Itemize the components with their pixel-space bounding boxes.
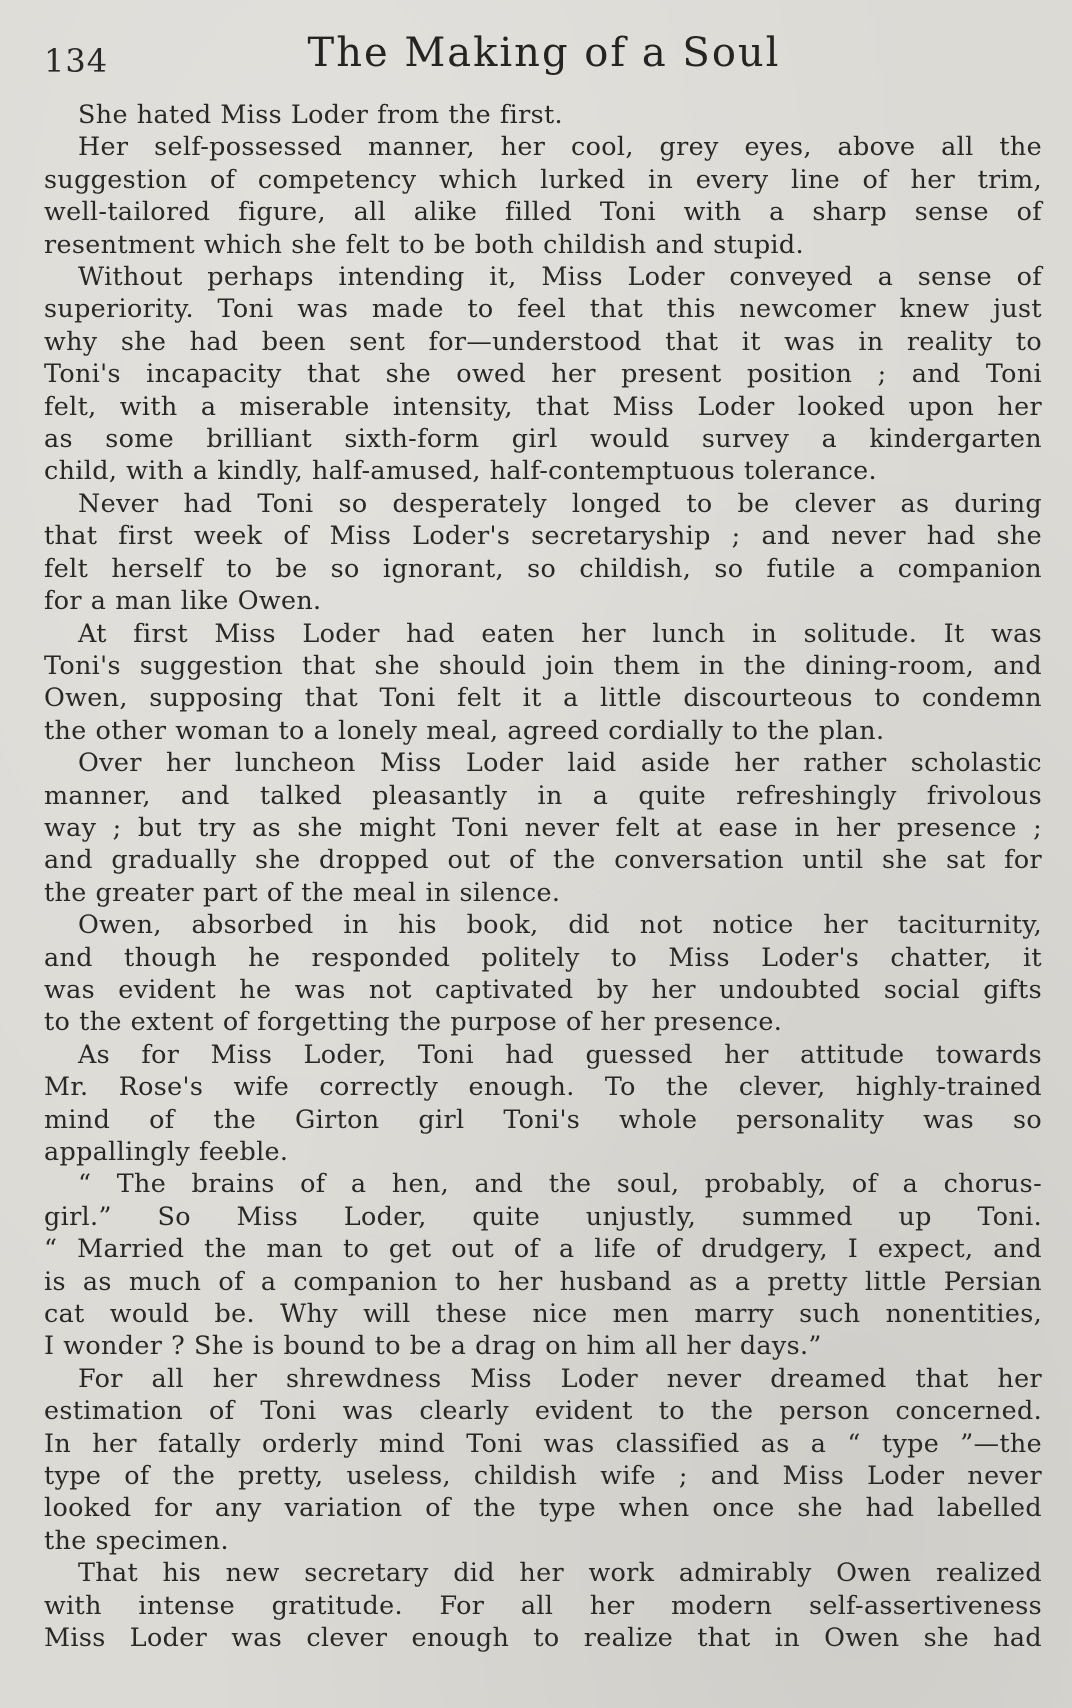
text-line: Her self-possessed manner, her cool, grey eyes, above all the [78,131,1042,162]
text-line: why she had been sent for—understood that it was in reality to [44,325,1042,356]
text-line: Never had Toni so desperately longed to be clever as during [78,487,1042,518]
running-title: The Making of a Soul [307,30,781,76]
paragraph [44,98,1042,130]
text-line: She hated Miss Loder from the first. [78,99,563,129]
text-line: superiority. Toni was made to feel that this newcomer knew just [44,293,1042,324]
text-line: I wonder ? She is bound to be a drag on him all her days.” [44,1330,822,1361]
text-line: resentment which she felt to be both childish and stupid. [44,228,804,259]
text-line: the specimen. [44,1524,229,1555]
text-line: for a man like Owen. [44,585,322,616]
paragraph [44,1362,1042,1556]
text-line: Toni's incapacity that she owed her present position ; and Toni [44,358,1042,389]
text-line: suggestion of competency which lurked in every line of her trim, [44,163,1042,194]
text-line: At first Miss Loder had eaten her lunch in solitude. It was [78,617,1042,648]
page-number: 134 [44,42,109,80]
text-line: “ Married the man to get out of a life of drudgery, I expect, and [44,1233,1042,1264]
paragraph [44,617,1042,747]
text-line: appallingly feeble. [44,1136,289,1166]
text-line: type of the pretty, useless, childish wife ; and Miss Loder never [44,1460,1042,1491]
paragraph [44,908,1042,1038]
text-line: Mr. Rose's wife correctly enough. To the clever, highly-trained [44,1071,1042,1102]
text-line: with intense gratitude. For all her modern self-assertiveness [44,1589,1042,1620]
paragraph [44,260,1042,487]
text-line: is as much of a companion to her husband as a pretty little Persian [44,1265,1042,1296]
text-line: well-tailored figure, all alike filled Toni with a sharp sense of [44,196,1042,227]
text-line: and gradually she dropped out of the conversation until she sat for [44,844,1042,875]
text-line: For all her shrewdness Miss Loder never dreamed that her [78,1362,1042,1393]
page-header [44,30,1044,90]
text-line: As for Miss Loder, Toni had guessed her attitude towards [78,1038,1042,1069]
text-line: that first week of Miss Loder's secretaryship ; and never had she [44,520,1042,551]
text-line: Miss Loder was clever enough to realize that in Owen she had [44,1622,1042,1653]
paragraph [44,1167,1042,1361]
paragraph [44,746,1042,908]
text-line: cat would be. Why will these nice men marry such nonentities, [44,1298,1042,1329]
text-line: as some brilliant sixth-form girl would survey a kindergarten [44,423,1042,454]
text-line: manner, and talked pleasantly in a quite refreshingly frivolous [44,779,1042,810]
text-line: child, with a kindly, half-amused, half-contemptuous tolerance. [44,455,877,486]
text-line: felt herself to be so ignorant, so childish, so futile a companion [44,552,1042,583]
paragraph [44,487,1042,617]
text-line: looked for any variation of the type when once she had labelled [44,1492,1042,1523]
text-line: estimation of Toni was clearly evident to the person concerned. [44,1395,1042,1426]
text-line: the greater part of the meal in silence. [44,876,561,907]
text-line: Owen, absorbed in his book, did not notice her taciturnity, [78,909,1042,940]
text-line: Over her luncheon Miss Loder laid aside her rather scholastic [78,747,1042,778]
text-line: was evident he was not captivated by her undoubted social gifts [44,973,1042,1004]
text-line: to the extent of forgetting the purpose of her presence. [44,1006,783,1037]
body-text [44,98,1042,1654]
paragraph [44,1038,1042,1168]
text-line: Without perhaps intending it, Miss Loder conveyed a sense of [78,261,1042,292]
text-line: That his new secretary did her work admirably Owen realized [78,1557,1042,1588]
text-line: “ The brains of a hen, and the soul, probably, of a chorus- [78,1168,1042,1199]
text-line: and though he responded politely to Miss Loder's chatter, it [44,941,1042,972]
text-line: Owen, supposing that Toni felt it a little discourteous to condemn [44,682,1042,713]
text-line: way ; but try as she might Toni never felt at ease in her presence ; [44,811,1042,842]
text-line: felt, with a miserable intensity, that Miss Loder looked upon her [44,390,1042,421]
paragraph [44,1556,1042,1653]
text-line: mind of the Girton girl Toni's whole personality was so [44,1103,1042,1134]
text-line: girl.” So Miss Loder, quite unjustly, summed up Toni. [44,1200,1042,1231]
text-line: the other woman to a lonely meal, agreed cordially to the plan. [44,714,885,745]
paragraph [44,130,1042,260]
text-line: In her fatally orderly mind Toni was classified as a “ type ”—the [44,1427,1042,1458]
text-line: Toni's suggestion that she should join them in the dining-room, and [44,649,1042,680]
